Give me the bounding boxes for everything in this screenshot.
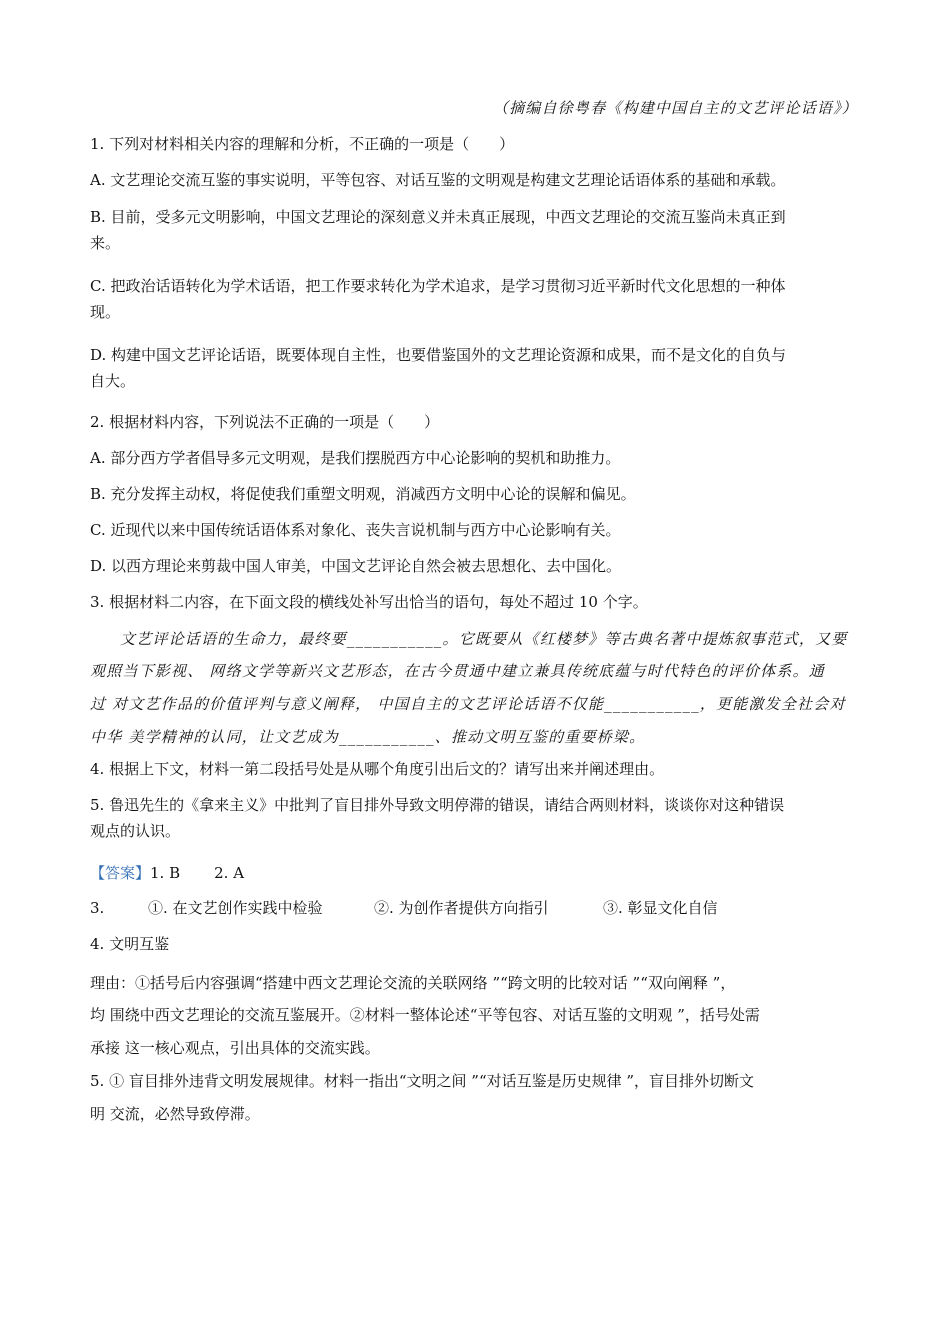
question-1-stem: 1. 下列对材料相关内容的理解和分析，不正确的一项是（ ）	[90, 135, 515, 153]
question-1-option-d-cont: 自大。	[90, 372, 136, 390]
question-2-option-c: C. 近现代以来中国传统话语体系对象化、丧失言说机制与西方中心论影响有关。	[90, 521, 621, 539]
question-2-option-a: A. 部分西方学者倡导多元文明观，是我们摆脱西方中心论影响的契机和助推力。	[90, 449, 621, 467]
question-3-passage-line-3: 过 对文艺作品的价值评判与意义阐释， 中国自主的文艺评论话语不仅能___________，更能激发全社会对	[90, 695, 846, 713]
answer-4-reason-line-1: 理由：①括号后内容强调“搭建中西文艺理论交流的关联网络 ”“跨文明的比较对话 ”“双向阐释 ”，	[90, 974, 736, 992]
question-3-passage-line-1: 文艺评论话语的生命力，最终要___________。它既要从《红楼梦》等古典名著中提炼叙事范式，又要	[120, 630, 848, 648]
answer-3-blank-1: ①. 在文艺创作实践中检验	[148, 899, 323, 917]
question-1-option-c: C. 把政治话语转化为学术话语，把工作要求转化为学术追求，是学习贯彻习近平新时代文化思想的一种体	[90, 277, 786, 295]
answer-4-reason-line-3: 承接 这一核心观点，引出具体的交流实践。	[90, 1039, 380, 1057]
question-2-option-b: B. 充分发挥主动权，将促使我们重塑文明观，消减西方文明中心论的误解和偏见。	[90, 485, 636, 503]
question-1-option-b-cont: 来。	[90, 234, 121, 252]
question-5-stem: 5. 鲁迅先生的《拿来主义》中批判了盲目排外导致文明停滞的错误，请结合两则材料，谈谈你对这种错误	[90, 796, 785, 814]
question-1-option-d: D. 构建中国文艺评论话语，既要体现自主性，也要借鉴国外的文艺理论资源和成果，而不是文化的自负与	[90, 346, 787, 364]
answers-line-1	[90, 863, 244, 883]
answer-1: 1. B	[150, 864, 181, 882]
answer-3-blank-2: ②. 为创作者提供方向指引	[374, 899, 549, 917]
answer-3-number: 3.	[90, 899, 105, 917]
answer-4-reason-line-2: 均 围绕中西文艺理论的交流互鉴展开。②材料一整体论述“平等包容、对话互鉴的文明观 ”，括号处需	[90, 1006, 760, 1024]
question-3-passage-line-2: 观照当下影视、 网络文学等新兴文艺形态，在古今贯通中建立兼具传统底蕴与时代特色的评价体系。通	[90, 662, 825, 680]
question-1-option-b: B. 目前，受多元文明影响，中国文艺理论的深刻意义并未真正展现，中西文艺理论的交流互鉴尚未真正到	[90, 208, 786, 226]
question-4-stem: 4. 根据上下文，材料一第二段括号处是从哪个角度引出后文的？请写出来并阐述理由。	[90, 760, 665, 778]
question-1-option-a: A. 文艺理论交流互鉴的事实说明，平等包容、对话互鉴的文明观是构建文艺理论话语体系的基础和承载。	[90, 171, 786, 189]
answer-3-blank-3: ③. 彰显文化自信	[603, 899, 718, 917]
question-3-passage-line-4: 中华 美学精神的认同，让文艺成为___________、推动文明互鉴的重要桥梁。	[90, 728, 646, 746]
answer-2: 2. A	[214, 864, 245, 882]
answer-5-line-1: 5. ① 盲目排外违背文明发展规律。材料一指出“文明之间 ”“对话互鉴是历史规律 ”，盲目排外切断文	[90, 1072, 755, 1090]
question-1-option-c-cont: 现。	[90, 303, 121, 321]
source-citation: （摘编自徐粤春《构建中国自主的文艺评论话语》）	[492, 99, 858, 117]
question-2-option-d: D. 以西方理论来剪裁中国人审美，中国文艺评论自然会被去思想化、去中国化。	[90, 557, 622, 575]
answer-4-title: 4. 文明互鉴	[90, 935, 170, 953]
question-3-stem: 3. 根据材料二内容，在下面文段的横线处补写出恰当的语句，每处不超过 10 个字。	[90, 593, 648, 611]
answer-5-line-2: 明 交流，必然导致停滞。	[90, 1105, 260, 1123]
answer-label: 【答案】	[90, 864, 151, 882]
question-2-stem: 2. 根据材料内容，下列说法不正确的一项是（ ）	[90, 413, 440, 431]
question-5-stem-cont: 观点的认识。	[90, 822, 181, 840]
